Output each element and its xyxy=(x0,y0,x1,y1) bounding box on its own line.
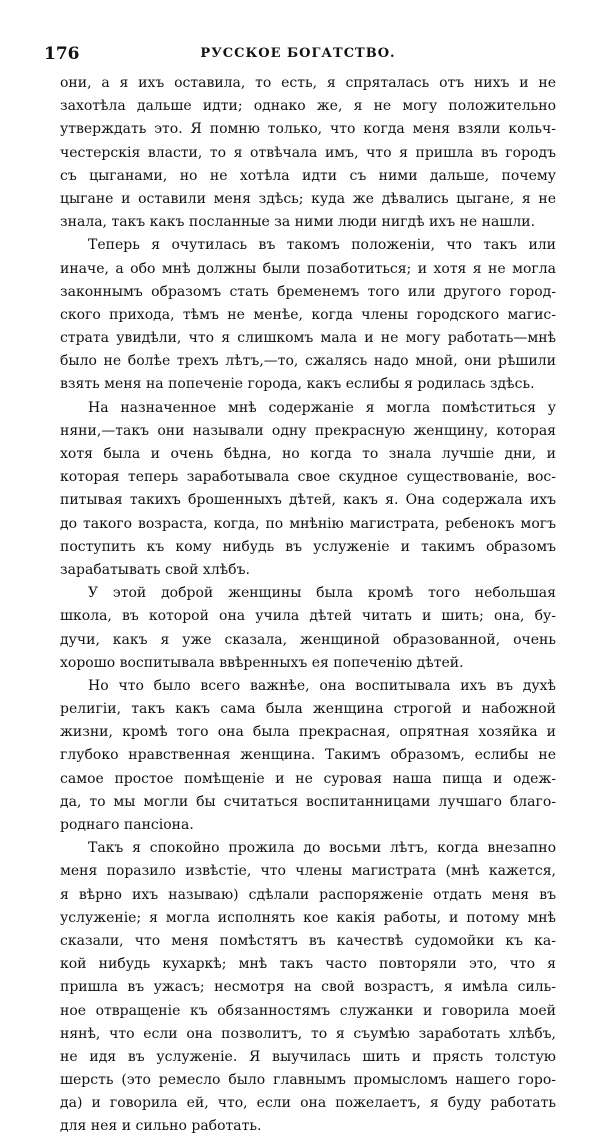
text-line: религіи, такъ какъ сама была женщина строгой и набожной xyxy=(60,701,556,718)
text-line: самое простое помѣщеніе и не суровая наша пища и одеж- xyxy=(60,770,556,787)
text-line: иначе, а обо мнѣ должны были позаботиться; и хотя я не могла xyxy=(60,260,556,277)
text-line: жизни, кромѣ того она была прекрасная, опрятная хозяйка и xyxy=(60,724,556,741)
text-line: да) и говорила ей, что, если она пожелаетъ, я буду работать xyxy=(60,1095,556,1112)
text-line: съ цыганами, но не хотѣла идти съ ними дальше, почему xyxy=(60,167,556,184)
text-line: кой нибудь кухаркѣ; мнѣ такъ часто повторяли это, что я xyxy=(60,956,556,973)
paragraph xyxy=(60,397,556,583)
text-line: которая теперь заработывала свое скудное существованіе, вос- xyxy=(60,469,556,486)
text-line: честерскія власти, то я отвѣчала имъ, что я пришла въ городъ xyxy=(60,144,556,161)
text-line: законнымъ образомъ стать бременемъ того или другого город- xyxy=(60,283,556,300)
paragraph xyxy=(60,234,556,396)
text-line: поступить къ кому нибудь въ услуженіе и такимъ образомъ xyxy=(60,538,556,555)
text-line: меня поразило извѣстіе, что члены магистрата (мнѣ кажется, xyxy=(60,863,556,880)
text-line: они, а я ихъ оставила, то есть, я спряталась отъ нихъ и не xyxy=(60,75,556,91)
text-line: хотя была и очень бѣдна, но когда то знала лучшіе дни, и xyxy=(60,446,556,462)
text-line: да, то мы могли бы считаться воспитанницами лучшаго благо- xyxy=(60,793,556,810)
text-line: Теперь я очутилась въ такомъ положеніи, что такъ или xyxy=(88,237,556,254)
text-line: утверждать это. Я помню только, что когда меня взяли кольч- xyxy=(60,121,556,138)
text-line: ное отвращеніе къ обязанностямъ служанки и говорила моей xyxy=(60,1002,556,1019)
text-line: знала, такъ какъ посланные за ними люди нигдѣ ихъ не нашли. xyxy=(60,214,536,231)
text-line: захотѣла дальше идти; однако же, я не могу положительно xyxy=(60,98,556,115)
text-line: сказали, что меня помѣстятъ въ качествѣ судомойки къ ка- xyxy=(60,932,556,949)
text-line: шерсть (это ремесло было главнымъ промысломъ нашего горо- xyxy=(60,1072,556,1089)
text-line: дучи, какъ я уже сказала, женщиной образованной, очень xyxy=(60,631,556,648)
text-line: питывая такихъ брошенныхъ дѣтей, какъ я. Она содержала ихъ xyxy=(60,492,556,509)
text-line: страта увидѣли, что я слишкомъ мала и не могу работать—мнѣ xyxy=(60,330,556,347)
text-line: я вѣрно ихъ называю) сдѣлали распоряженіе отдать меня въ xyxy=(60,886,556,903)
page-number: 176 xyxy=(44,44,80,64)
text-line: до такого возраста, когда, по мнѣнію магистрата, ребенокъ могъ xyxy=(60,515,556,532)
text-line: для нея и сильно работать. xyxy=(60,1118,262,1135)
text-line: роднаго пансіона. xyxy=(60,817,194,833)
text-line: цыгане и оставили меня здѣсь; куда же дѣвались цыгане, я не xyxy=(60,190,556,207)
text-line: пришла въ ужасъ; несмотря на свой возрастъ, я имѣла силь- xyxy=(60,979,556,996)
text-line: хорошо воспитывала ввѣренныхъ ея попеченію дѣтей. xyxy=(60,654,464,671)
running-head: РУССКОЕ БОГАТСТВО. xyxy=(200,46,396,61)
text-line: было не болѣе трехъ лѣтъ,—то, сжалясь надо мной, они рѣшили xyxy=(60,353,556,370)
text-line: На назначенное мнѣ содержаніе я могла помѣститься у xyxy=(88,399,556,416)
text-line: ского прихода, тѣмъ не менѣе, когда члены городского магис- xyxy=(60,306,556,323)
text-line: нянѣ, что если она позволитъ, то я съумѣю заработать хлѣбъ, xyxy=(60,1025,556,1042)
text-line: няни,—такъ они называли одну прекрасную женщину, которая xyxy=(60,422,556,439)
text-line: взять меня на попеченіе города, какъ еслибы я родилась здѣсь. xyxy=(60,376,535,393)
body-text xyxy=(60,72,556,1139)
text-line: глубоко нравственная женщина. Такимъ образомъ, еслибы не xyxy=(60,747,556,764)
paragraph xyxy=(60,675,556,837)
text-line: Такъ я спокойно прожила до восьми лѣтъ, когда внезапно xyxy=(88,840,556,857)
text-line: не идя въ услуженіе. Я выучилась шить и прясть толстую xyxy=(60,1048,556,1065)
paragraph xyxy=(60,72,556,234)
text-line: У этой доброй женщины была кромѣ того небольшая xyxy=(88,585,556,602)
paragraph xyxy=(60,837,556,1138)
text-line: зарабатывать свой хлѣбъ. xyxy=(60,561,250,578)
text-line: Но что было всего важнѣе, она воспитывала ихъ въ духѣ xyxy=(88,677,556,694)
text-line: школа, въ которой она учила дѣтей читать и шить; она, бу- xyxy=(60,608,556,625)
paragraph xyxy=(60,582,556,675)
text-line: услуженіе; я могла исполнять кое какія работы, и потому мнѣ xyxy=(60,909,556,926)
page-header xyxy=(44,44,552,66)
